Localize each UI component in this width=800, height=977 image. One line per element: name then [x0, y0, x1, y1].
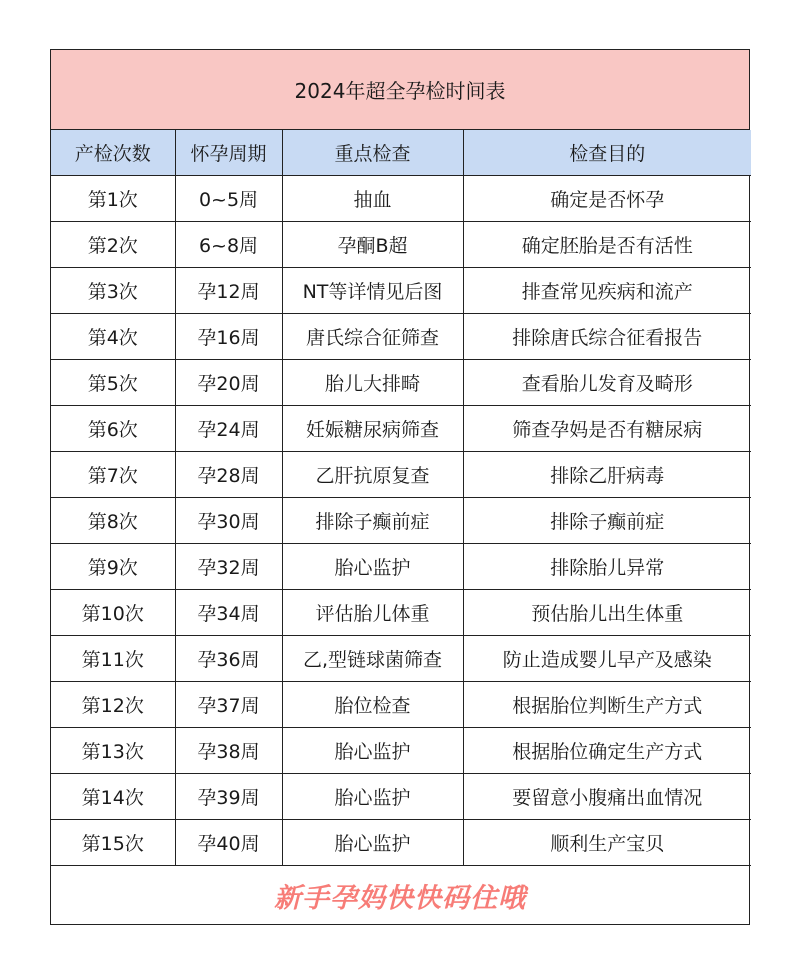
table-row: [51, 452, 751, 498]
cell-exam-purpose: 根据胎位判断生产方式: [463, 682, 751, 728]
header-row: [51, 130, 751, 176]
cell-exam-purpose: 筛查孕妈是否有糖尿病: [463, 406, 751, 452]
footer-slogan: 新手孕妈快快码住哦: [274, 882, 526, 914]
cell-key-exam: NT等详情见后图: [282, 268, 463, 314]
cell-pregnancy-week: 孕30周: [175, 498, 282, 544]
cell-exam-purpose: 排除子癫前症: [463, 498, 751, 544]
table-row: [51, 590, 751, 636]
cell-visit-count: 第3次: [51, 268, 175, 314]
table-row: [51, 176, 751, 222]
cell-key-exam: 妊娠糖尿病筛查: [282, 406, 463, 452]
cell-key-exam: 排除子癫前症: [282, 498, 463, 544]
table-title-row: [51, 50, 749, 130]
cell-exam-purpose: 排查常见疾病和流产: [463, 268, 751, 314]
cell-exam-purpose: 排除乙肝病毒: [463, 452, 751, 498]
table-row: [51, 406, 751, 452]
cell-pregnancy-week: 孕16周: [175, 314, 282, 360]
header-key-exam: 重点检查: [282, 130, 463, 176]
table-row: [51, 222, 751, 268]
table-title: 2024年超全孕检时间表: [294, 79, 506, 103]
cell-visit-count: 第13次: [51, 728, 175, 774]
cell-pregnancy-week: 孕24周: [175, 406, 282, 452]
table-row: [51, 544, 751, 590]
cell-visit-count: 第2次: [51, 222, 175, 268]
header-visit-count: 产检次数: [51, 130, 175, 176]
cell-exam-purpose: 顺利生产宝贝: [463, 820, 751, 866]
cell-pregnancy-week: 孕38周: [175, 728, 282, 774]
cell-key-exam: 胎心监护: [282, 544, 463, 590]
cell-key-exam: 胎心监护: [282, 820, 463, 866]
table-row: [51, 774, 751, 820]
cell-exam-purpose: 要留意小腹痛出血情况: [463, 774, 751, 820]
cell-pregnancy-week: 孕32周: [175, 544, 282, 590]
cell-exam-purpose: 排除唐氏综合征看报告: [463, 314, 751, 360]
cell-pregnancy-week: 孕36周: [175, 636, 282, 682]
cell-pregnancy-week: 孕12周: [175, 268, 282, 314]
cell-exam-purpose: 查看胎儿发育及畸形: [463, 360, 751, 406]
cell-visit-count: 第14次: [51, 774, 175, 820]
cell-exam-purpose: 确定是否怀孕: [463, 176, 751, 222]
cell-pregnancy-week: 孕28周: [175, 452, 282, 498]
cell-key-exam: 乙肝抗原复查: [282, 452, 463, 498]
cell-key-exam: 胎心监护: [282, 774, 463, 820]
header-exam-purpose: 检查目的: [463, 130, 751, 176]
cell-pregnancy-week: 孕34周: [175, 590, 282, 636]
cell-visit-count: 第8次: [51, 498, 175, 544]
cell-key-exam: 孕酮B超: [282, 222, 463, 268]
cell-pregnancy-week: 孕40周: [175, 820, 282, 866]
table-row: [51, 498, 751, 544]
cell-key-exam: 胎心监护: [282, 728, 463, 774]
cell-visit-count: 第5次: [51, 360, 175, 406]
table-row: [51, 636, 751, 682]
cell-visit-count: 第4次: [51, 314, 175, 360]
cell-exam-purpose: 排除胎儿异常: [463, 544, 751, 590]
cell-visit-count: 第7次: [51, 452, 175, 498]
cell-visit-count: 第12次: [51, 682, 175, 728]
cell-key-exam: 评估胎儿体重: [282, 590, 463, 636]
footer-row: [51, 866, 749, 924]
cell-pregnancy-week: 0~5周: [175, 176, 282, 222]
cell-visit-count: 第9次: [51, 544, 175, 590]
table-row: [51, 682, 751, 728]
cell-exam-purpose: 根据胎位确定生产方式: [463, 728, 751, 774]
cell-exam-purpose: 确定胚胎是否有活性: [463, 222, 751, 268]
schedule-sheet: [50, 49, 750, 925]
table-row: [51, 820, 751, 866]
cell-pregnancy-week: 孕20周: [175, 360, 282, 406]
cell-key-exam: 胎位检查: [282, 682, 463, 728]
table-body: [51, 176, 751, 866]
cell-exam-purpose: 防止造成婴儿早产及感染: [463, 636, 751, 682]
cell-pregnancy-week: 6~8周: [175, 222, 282, 268]
cell-key-exam: 抽血: [282, 176, 463, 222]
cell-visit-count: 第10次: [51, 590, 175, 636]
cell-key-exam: 乙,型链球菌筛查: [282, 636, 463, 682]
table-row: [51, 314, 751, 360]
cell-pregnancy-week: 孕39周: [175, 774, 282, 820]
header-pregnancy-week: 怀孕周期: [175, 130, 282, 176]
schedule-table: [51, 130, 751, 866]
table-row: [51, 268, 751, 314]
cell-key-exam: 唐氏综合征筛查: [282, 314, 463, 360]
table-row: [51, 360, 751, 406]
cell-key-exam: 胎儿大排畸: [282, 360, 463, 406]
table-row: [51, 728, 751, 774]
cell-pregnancy-week: 孕37周: [175, 682, 282, 728]
cell-visit-count: 第11次: [51, 636, 175, 682]
cell-visit-count: 第1次: [51, 176, 175, 222]
cell-exam-purpose: 预估胎儿出生体重: [463, 590, 751, 636]
cell-visit-count: 第6次: [51, 406, 175, 452]
cell-visit-count: 第15次: [51, 820, 175, 866]
